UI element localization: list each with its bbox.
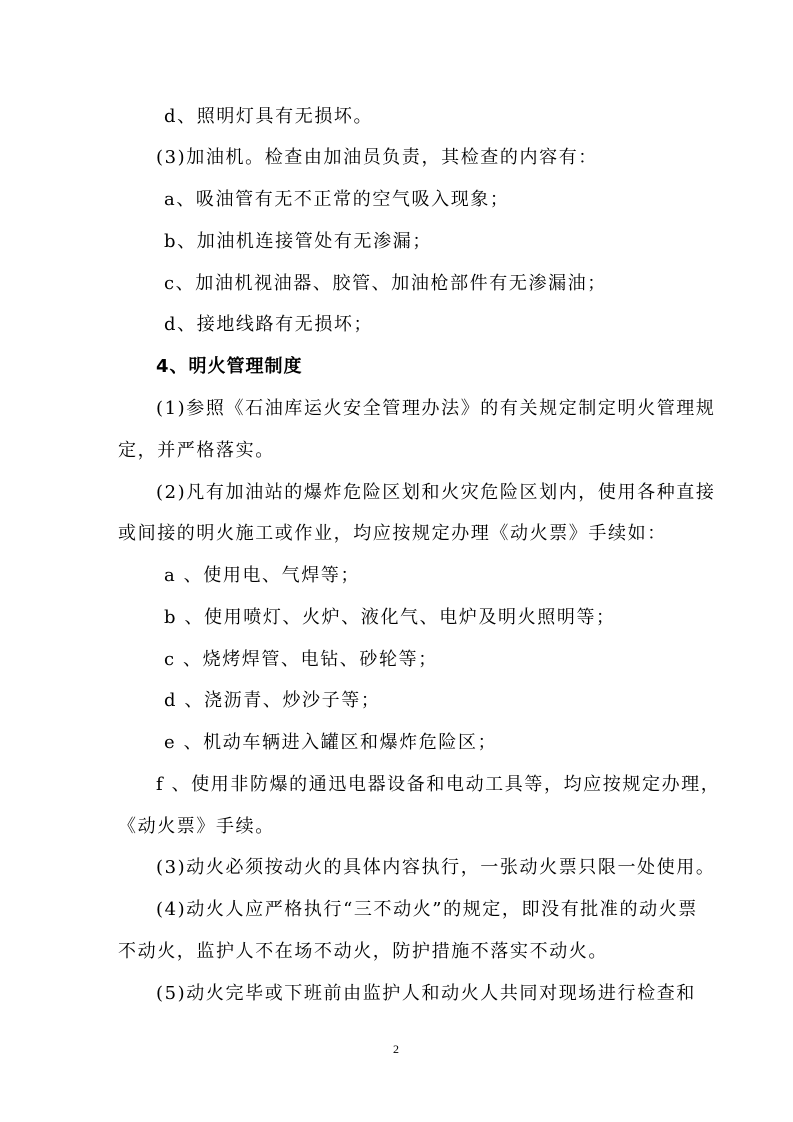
paragraph-3: (3)动火必须按动火的具体内容执行，一张动火票只限一处使用。 [156, 857, 716, 878]
paragraph-5-line-1: (5)动火完毕或下班前由监护人和动火人共同对现场进行检查和 [156, 983, 696, 1004]
paragraph-2-line-1: (2)凡有加油站的爆炸危险区划和火灾危险区划内，使用各种直接 [156, 482, 716, 503]
list-item-non-explosion-proof: f 、使用非防爆的通迅电器设备和电动工具等，均应按规定办理， [156, 774, 721, 795]
list-item-vehicles: e 、机动车辆进入罐区和爆炸危险区； [164, 732, 498, 753]
list-item-welding: a 、使用电、气焊等； [164, 565, 361, 586]
paragraph-1-line-1: (1)参照《石油库运火安全管理办法》的有关规定制定明火管理规 [156, 398, 716, 419]
page-number: 2 [393, 1042, 399, 1056]
paragraph-2-line-2: 或间接的明火施工或作业，均应按规定办理《动火票》手续如： [118, 523, 667, 544]
list-item-blowtorch: b 、使用喷灯、火炉、液化气、电炉及明火照明等； [164, 607, 616, 628]
list-item-asphalt: d 、浇沥青、炒沙子等； [164, 690, 381, 711]
paragraph-1-line-2: 定，并严格落实。 [118, 440, 275, 461]
list-item-non-explosion-proof-cont: 《动火票》手续。 [118, 816, 275, 837]
list-item-lighting-damage: d、照明灯具有无损坏。 [164, 106, 374, 127]
list-item-suction-pipe: a、吸油管有无不正常的空气吸入现象； [164, 189, 510, 210]
list-item-grounding-line: d、接地线路有无损坏； [164, 314, 374, 335]
list-item-connection-leak: b、加油机连接管处有无渗漏； [164, 231, 432, 252]
paragraph-4-line-2: 不动火，监护人不在场不动火，防护措施不落实不动火。 [118, 941, 608, 962]
paragraph-fuel-dispenser: (3)加油机。检查由加油员负责，其检查的内容有： [156, 147, 598, 168]
paragraph-4-line-1: (4)动火人应严格执行“三不动火”的规定，即没有批准的动火票 [156, 899, 698, 920]
section-heading-open-fire: 4、明火管理制度 [156, 356, 303, 377]
list-item-sight-glass-leak: c、加油机视油器、胶管、加油枪部件有无渗漏油； [164, 273, 607, 294]
list-item-drilling: c 、烧烤焊管、电钻、砂轮等； [164, 649, 438, 670]
